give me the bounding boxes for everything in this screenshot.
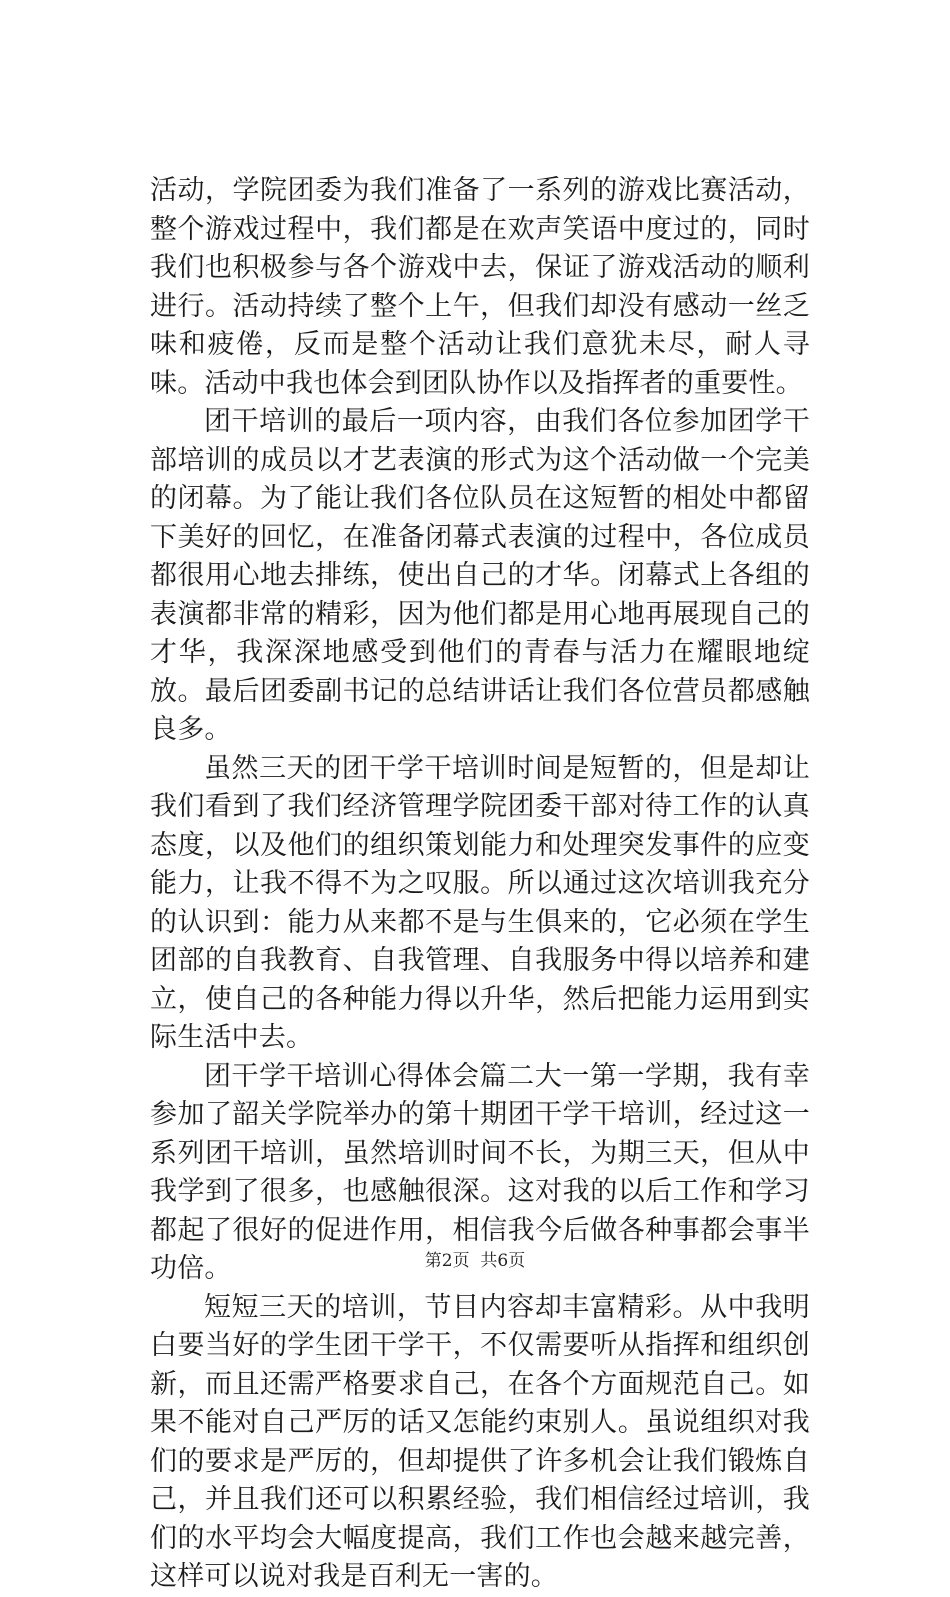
paragraph-4: 团干学干培训心得体会篇二大一第一学期，我有幸参加了韶关学院举办的第十期团干学干培训，经过这一系列团干培训，虽然培训时间不长，为期三天，但从中我学到了很多，也感触很深。这对我的以后工作和学习都起了很好的促进作用，相信我今后做各种事都会事半功倍。 (150, 1060, 810, 1284)
page-total: 共6页 (480, 1251, 526, 1271)
paragraph-5: 短短三天的培训，节目内容却丰富精彩。从中我明白要当好的学生团干学干，不仅需要听从指挥和组织创新，而且还需严格要求自己，在各个方面规范自己。如果不能对自己严厉的话又怎能约束别人。虽说组织对我们的要求是严厉的，但却提供了许多机会让我们锻炼自己，并且我们还可以积累经验，我们相信经过培训，我们的水平均会大幅度提高，我们工作也会越来越完善，这样可以说对我是百利无一害的。 (150, 1291, 810, 1592)
page-footer (0, 1246, 950, 1271)
paragraph-1: 活动，学院团委为我们准备了一系列的游戏比赛活动，整个游戏过程中，我们都是在欢声笑语中度过的，同时我们也积极参与各个游戏中去，保证了游戏活动的顺利进行。活动持续了整个上午，但我们却没有感动一丝乏味和疲倦，反而是整个活动让我们意犹未尽，耐人寻味。活动中我也体会到团队协作以及指挥者的重要性。 (150, 175, 810, 399)
page-number: 第2页 (424, 1251, 470, 1271)
paragraph-3: 虽然三天的团干学干培训时间是短暂的，但是却让我们看到了我们经济管理学院团委干部对待工作的认真态度，以及他们的组织策划能力和处理突发事件的应变能力，让我不得不为之叹服。所以通过这次培训我充分的认识到：能力从来都不是与生俱来的，它必须在学生团部的自我教育、自我管理、自我服务中得以培养和建立，使自己的各种能力得以升华，然后把能力运用到实际生活中去。 (150, 752, 810, 1053)
document-body (150, 172, 810, 1597)
paragraph-2: 团干培训的最后一项内容，由我们各位参加团学干部培训的成员以才艺表演的形式为这个活动做一个完美的闭幕。为了能让我们各位队员在这短暂的相处中都留下美好的回忆，在准备闭幕式表演的过程中，各位成员都很用心地去排练，使出自己的才华。闭幕式上各组的表演都非常的精彩，因为他们都是用心地再展现自己的才华，我深深地感受到他们的青春与活力在耀眼地绽放。最后团委副书记的总结讲话让我们各位营员都感触良多。 (150, 406, 810, 745)
